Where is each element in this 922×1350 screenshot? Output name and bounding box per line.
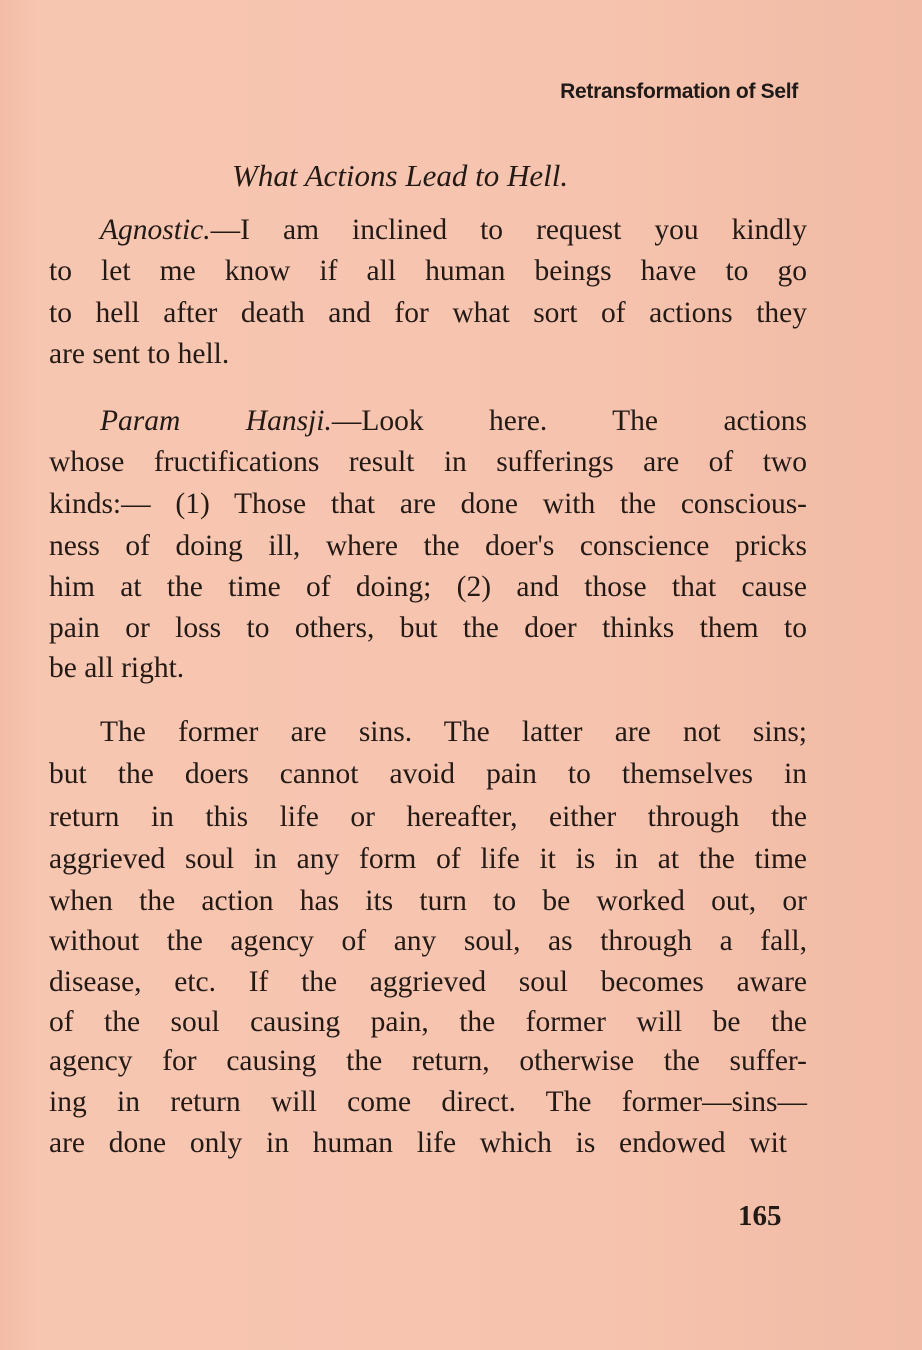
paragraph-2-line-3: kinds:— (1) Those that are done with the conscious-	[49, 488, 807, 520]
paragraph-3-line-4: aggrieved soul in any form of life it is in at the time	[49, 843, 807, 875]
paragraph-3-line-6: without the agency of any soul, as through a fall,	[49, 925, 807, 957]
paragraph-3-line-8: of the soul causing pain, the former will be the	[49, 1006, 807, 1038]
paragraph-2-line-1: Param Hansji.—Look here. The actions	[100, 405, 808, 437]
paragraph-2-line-5: him at the time of doing; (2) and those that cause	[49, 571, 807, 603]
paragraph-1-line-2: to let me know if all human beings have to go	[49, 255, 807, 287]
paragraph-3-line-9: agency for causing the return, otherwise the suffer-	[49, 1045, 807, 1077]
paragraph-2-line-7: be all right.	[49, 652, 185, 684]
paragraph-2-line-4: ness of doing ill, where the doer's conscience pricks	[49, 530, 807, 562]
running-header: Retransformation of Self	[560, 80, 798, 103]
paragraph-3-line-11: are done only in human life which is endowed wit	[49, 1127, 787, 1159]
section-title: What Actions Lead to Hell.	[232, 158, 569, 193]
speaker-param-hansji: Param Hansji.	[100, 405, 332, 437]
paragraph-3-line-3: return in this life or hereafter, either through the	[49, 801, 807, 833]
speaker-agnostic: Agnostic.	[100, 214, 211, 246]
paragraph-1-line-4: are sent to hell.	[49, 338, 230, 370]
paragraph-3-line-2: but the doers cannot avoid pain to themselves in	[49, 758, 807, 790]
paragraph-3-line-10: ing in return will come direct. The former—sins—	[49, 1086, 807, 1118]
paragraph-1-line-1: Agnostic.—I am inclined to request you kindly	[100, 214, 807, 246]
page-number: 165	[738, 1200, 782, 1232]
paragraph-3-line-1: The former are sins. The latter are not sins;	[100, 716, 807, 748]
paragraph-2-line-6: pain or loss to others, but the doer thinks them to	[49, 612, 807, 644]
paragraph-2-line-2: whose fructifications result in sufferings are of two	[49, 446, 807, 478]
paragraph-1-line-3: to hell after death and for what sort of actions they	[49, 297, 807, 329]
paragraph-3-line-7: disease, etc. If the aggrieved soul becomes aware	[49, 966, 807, 998]
paragraph-3-line-5: when the action has its turn to be worked out, or	[49, 885, 807, 917]
